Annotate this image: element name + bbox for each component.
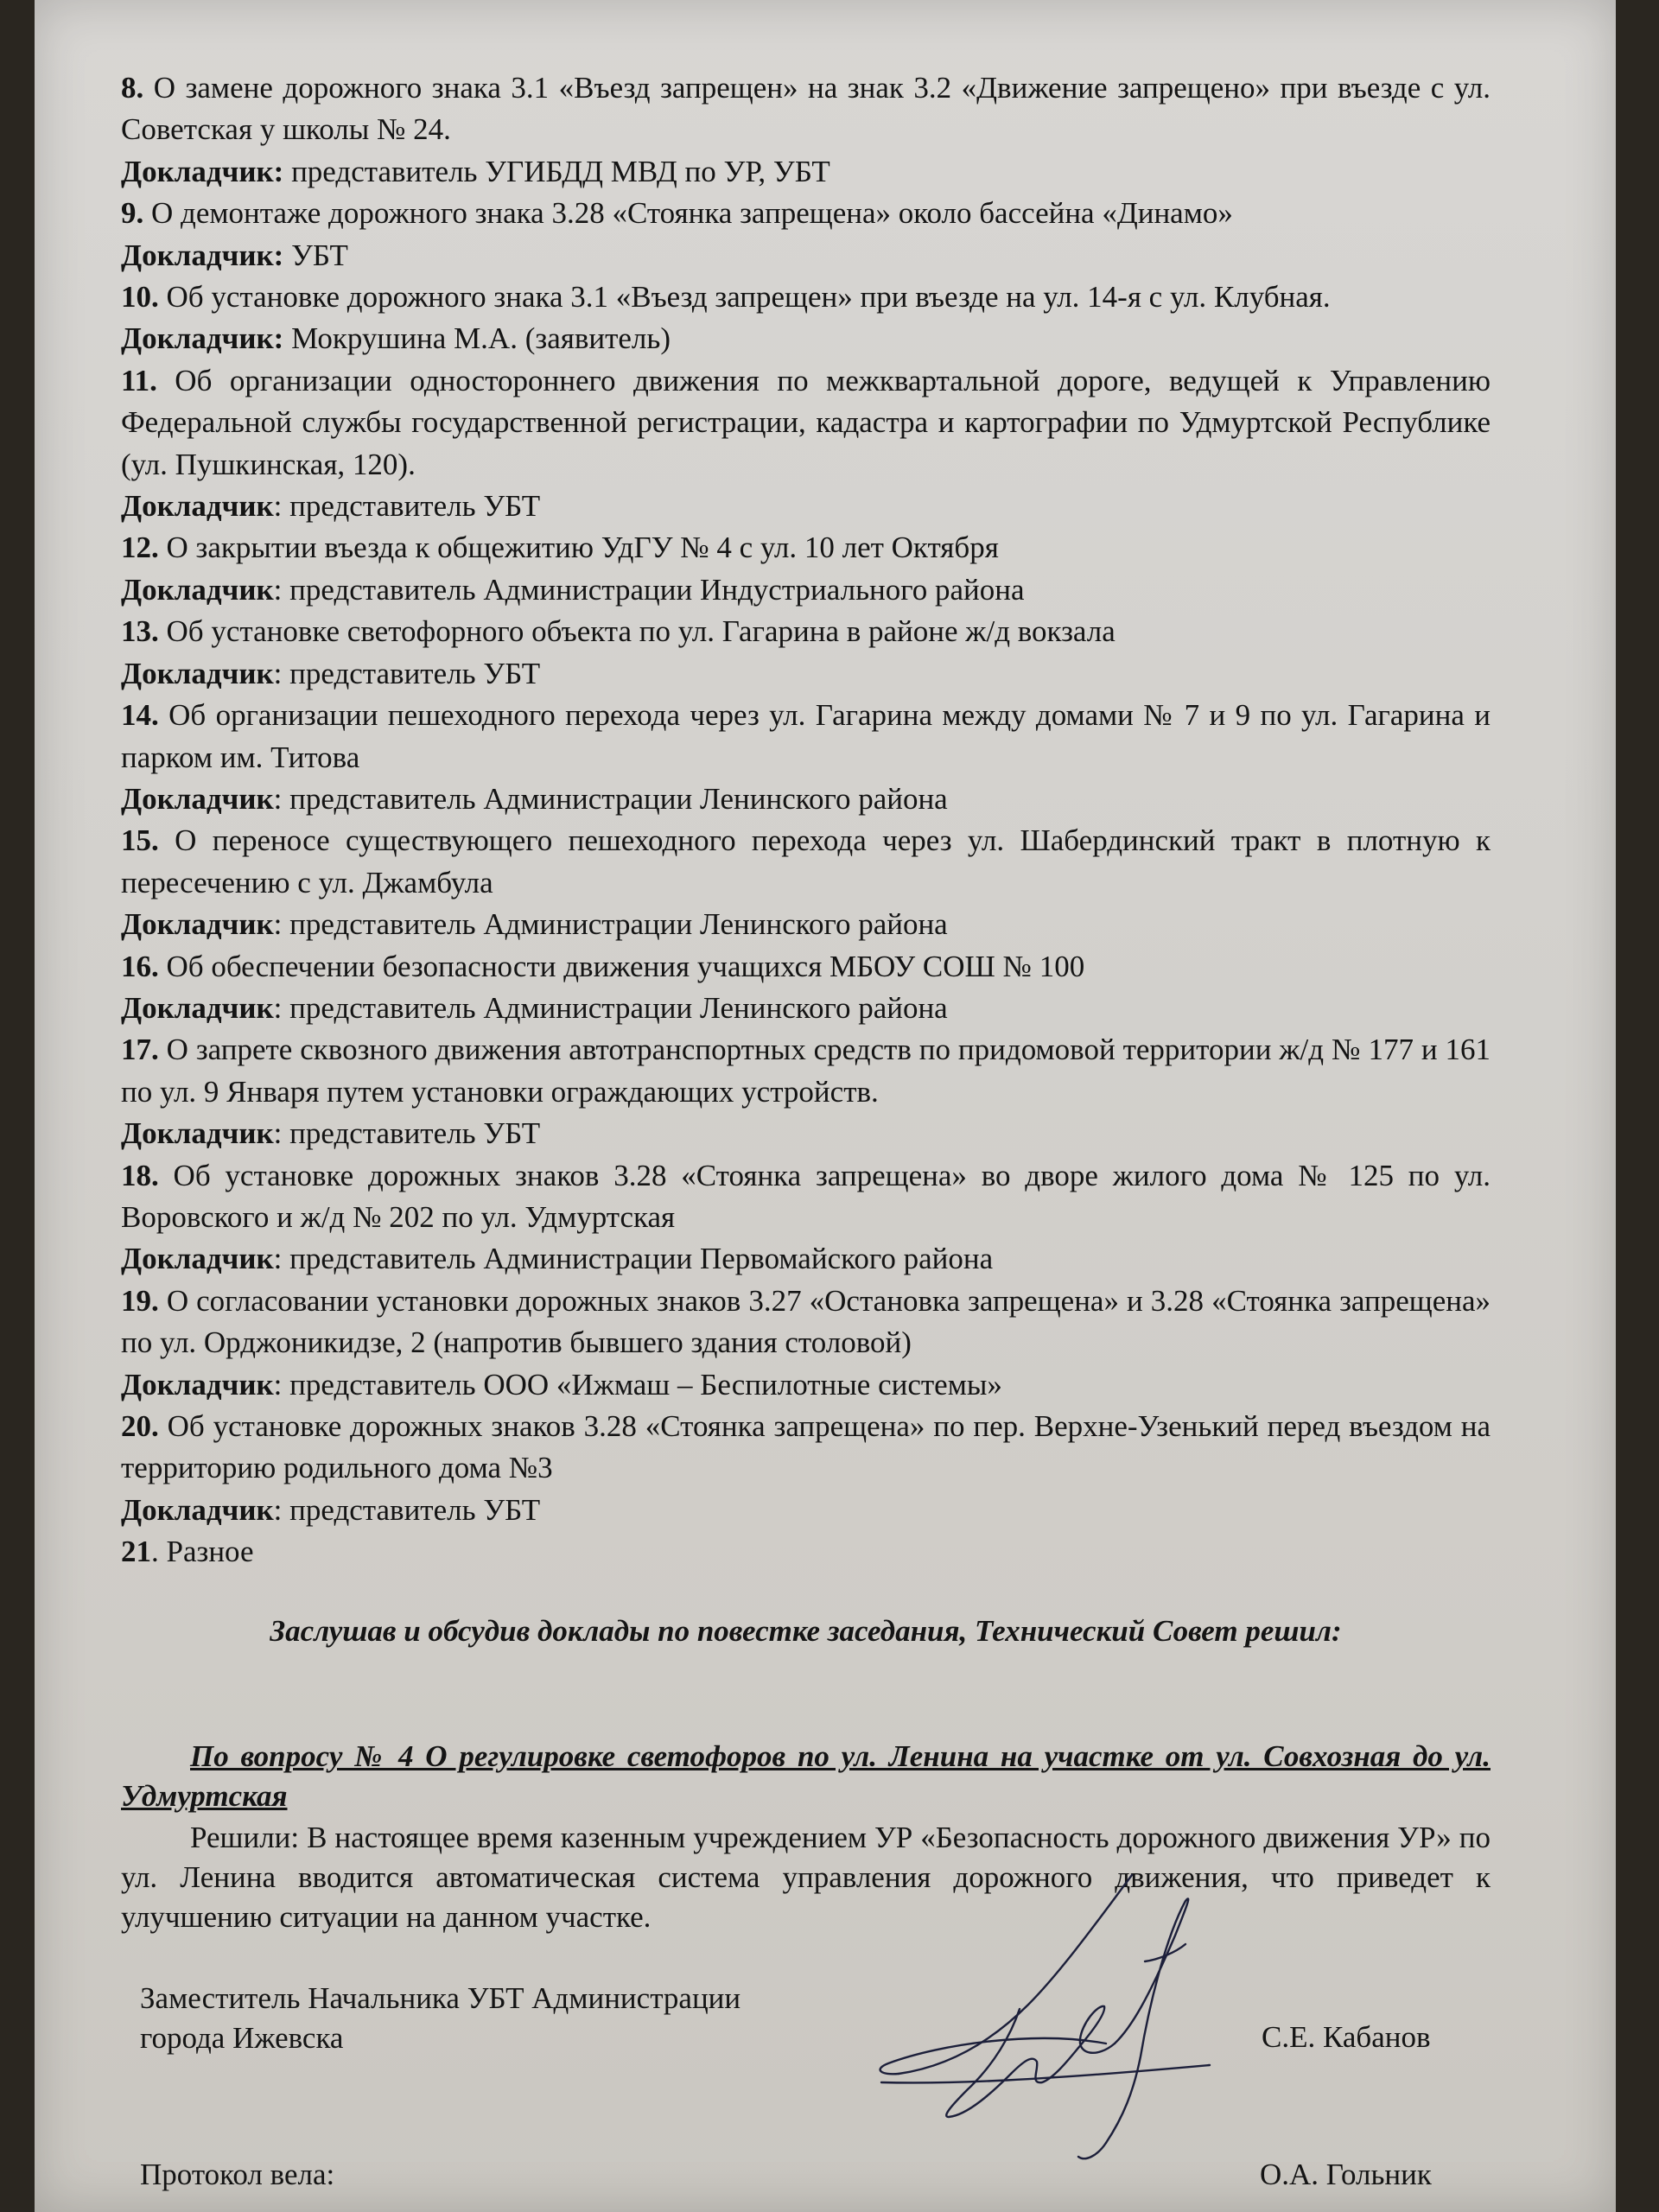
signer-name: С.Е. Кабанов xyxy=(1262,2020,1431,2054)
agenda-reporter: Докладчик: представитель УБТ xyxy=(121,656,541,690)
protocol-author-name: О.А. Гольник xyxy=(1260,2158,1432,2191)
resolution-text: Решили: В настоящее время казенным учреждением УР «Безопасность дорожного движения УР» по ул. Ленина вводится автоматическая система управления дорожного движения, что приведет к улучшению ситуации на данном участке. xyxy=(121,1821,1491,1934)
agenda-item: 9. О демонтаже дорожного знака 3.28 «Стоянка запрещена» около бассейна «Динамо» xyxy=(121,196,1233,231)
agenda-reporter: Докладчик: УБТ xyxy=(121,238,348,272)
agenda-item: 13. Об установке светофорного объекта по ул. Гагарина в районе ж/д вокзала xyxy=(121,614,1116,649)
document-page xyxy=(35,0,1616,2212)
agenda-reporter: Докладчик: представитель Администрации Ленинского района xyxy=(121,781,948,816)
agenda-reporter: Докладчик: Мокрушина М.А. (заявитель) xyxy=(121,321,671,356)
agenda-reporter: Докладчик: представитель Администрации Индустриального района xyxy=(121,572,1025,607)
protocol-label: Протокол вела: xyxy=(140,2158,335,2191)
agenda-item: 10. Об установке дорожного знака 3.1 «Въезд запрещен» при въезде на ул. 14-я с ул. Клубная. xyxy=(121,280,1331,315)
agenda-item: 20. Об установке дорожных знаков 3.28 «Стоянка запрещена» по пер. Верхне-Узенький перед въездом на территорию родильного дома №3 xyxy=(121,1409,1491,1485)
agenda-item: 21. Разное xyxy=(121,1535,254,1569)
agenda-item: 8. О замене дорожного знака 3.1 «Въезд запрещен» на знак 3.2 «Движение запрещено» при въезде с ул. Советская у школы № 24. xyxy=(121,71,1491,147)
agenda-reporter: Докладчик: представитель Администрации Ленинского района xyxy=(121,990,948,1025)
agenda-item: 19. О согласовании установки дорожных знаков 3.27 «Остановка запрещена» и 3.28 «Стоянка запрещена» по ул. Орджоникидзе, 2 (напротив бывшего здания столовой) xyxy=(121,1283,1491,1360)
signer-title: Заместитель Начальника УБТ Администрации города Ижевска xyxy=(140,1981,741,2055)
agenda-reporter: Докладчик: представитель УГИБДД МВД по УР, УБТ xyxy=(121,154,830,188)
agenda-item: 12. О закрытии въезда к общежитию УдГУ № 4 с ул. 10 лет Октября xyxy=(121,531,999,565)
agenda-reporter: Докладчик: представитель УБТ xyxy=(121,1492,541,1527)
agenda-item: 16. Об обеспечении безопасности движения учащихся МБОУ СОШ № 100 xyxy=(121,949,1085,983)
agenda-reporter: Докладчик: представитель УБТ xyxy=(121,489,541,524)
agenda-reporter: Докладчик: представитель Администрации Ленинского района xyxy=(121,907,948,942)
agenda-list xyxy=(121,67,1491,1573)
agenda-item: 18. Об установке дорожных знаков 3.28 «Стоянка запрещена» во дворе жилого дома № 125 по ул. Воровского и ж/д № 202 по ул. Удмуртская xyxy=(121,1158,1491,1234)
agenda-item: 17. О запрете сквозного движения автотранспортных средств по придомовой территории ж/д № 177 и 161 по ул. 9 Января путем установки ограждающих устройств. xyxy=(121,1033,1491,1109)
agenda-reporter: Докладчик: представитель УБТ xyxy=(121,1116,541,1151)
agenda-item: 14. Об организации пешеходного перехода через ул. Гагарина между домами № 7 и 9 по ул. Гагарина и парком им. Титова xyxy=(121,698,1491,774)
agenda-reporter: Докладчик: представитель Администрации Первомайского района xyxy=(121,1242,994,1276)
agenda-item: 15. О переносе существующего пешеходного перехода через ул. Шабердинский тракт в плотную к пересечению с ул. Джамбула xyxy=(121,823,1491,899)
agenda-item: 11. Об организации одностороннего движения по межквартальной дороге, ведущей к Управлению Федеральной службы государственной регистрации, кадастра и картографии по Удмуртской Республике (ул. Пушкинская, 120). xyxy=(121,363,1491,481)
issue-heading: По вопросу № 4 О регулировке светофоров по ул. Ленина на участке от ул. Совхозная до ул. Удмуртская xyxy=(121,1739,1491,1813)
agenda-reporter: Докладчик: представитель ООО «Ижмаш – Беспилотные системы» xyxy=(121,1367,1002,1402)
handwritten-signature xyxy=(847,1858,1279,2169)
decision-heading: Заслушав и обсудив доклады по повестке заседания, Технический Совет решил: xyxy=(270,1614,1342,1648)
